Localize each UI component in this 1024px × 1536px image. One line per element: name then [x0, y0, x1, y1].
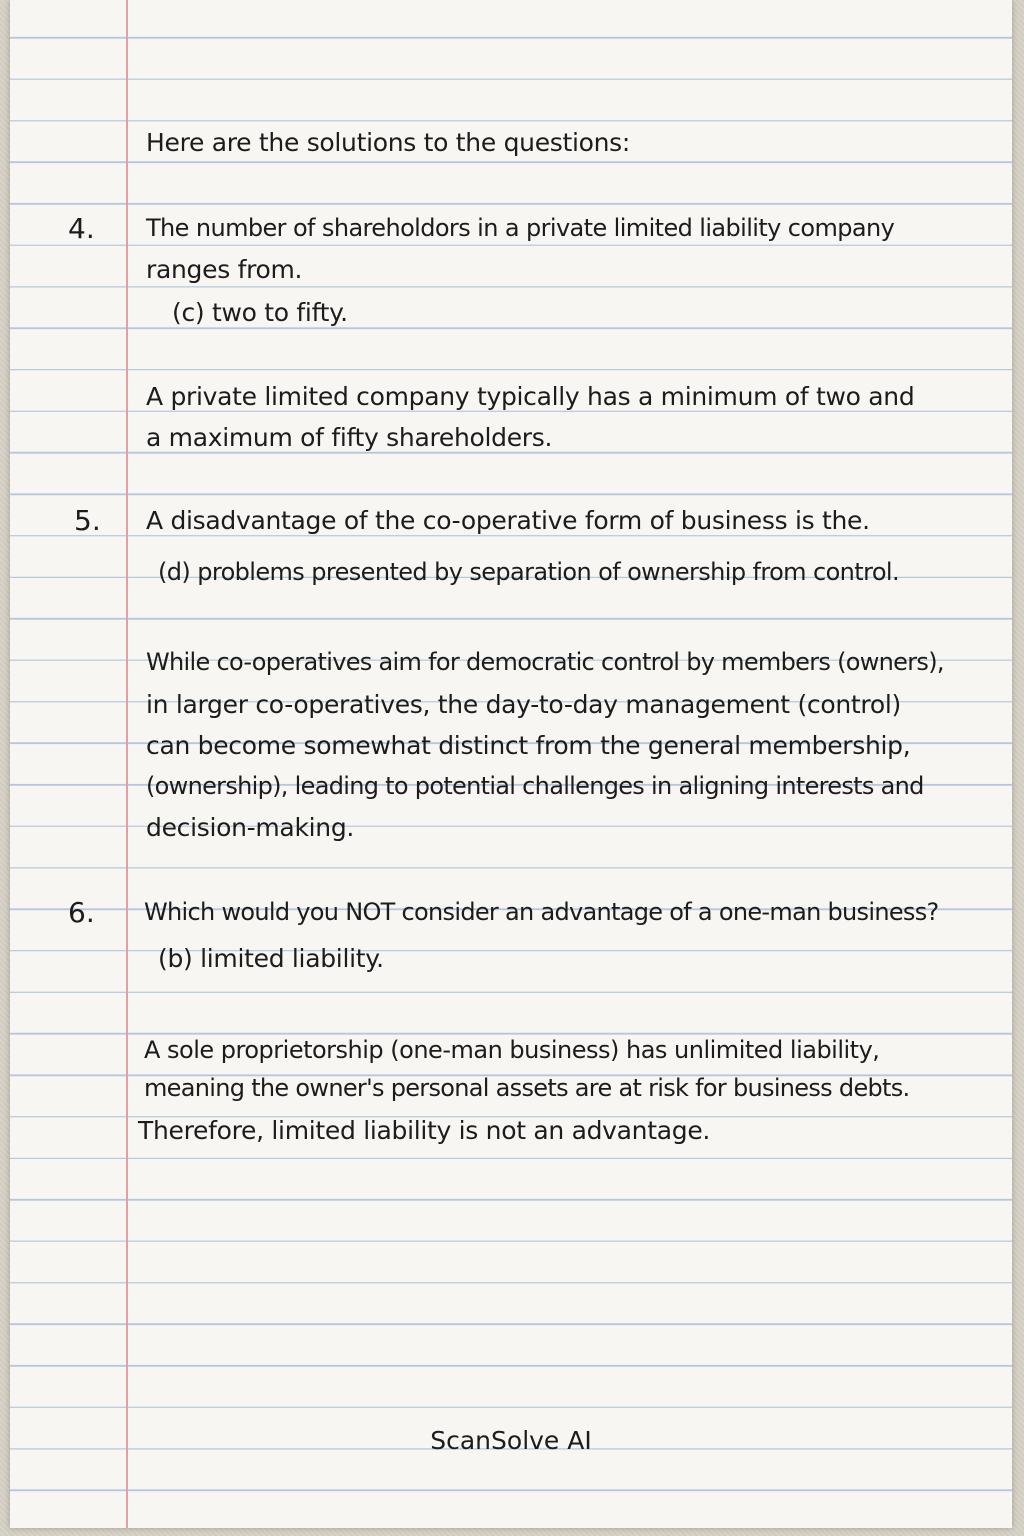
question-4-prompt-line-2: ranges from.	[146, 255, 303, 284]
question-5-prompt-line-1: A disadvantage of the co-operative form of business is the.	[146, 506, 870, 535]
scansolve-brand-footer: ScanSolve AI	[430, 1426, 592, 1455]
question-number-6: 6.	[68, 896, 95, 929]
question-6-answer: (b) limited liability.	[158, 944, 384, 973]
question-6-explanation-line-2: meaning the owner's personal assets are at risk for business debts.	[144, 1074, 910, 1102]
question-4-explanation-line-1: A private limited company typically has a minimum of two and	[146, 382, 915, 411]
question-4-explanation-line-2: a maximum of fifty shareholders.	[146, 423, 553, 452]
question-4-answer: (c) two to fifty.	[172, 298, 348, 327]
question-4-prompt-line-1: The number of shareholdors in a private limited liability company	[146, 214, 895, 242]
lined-paper-sheet	[10, 0, 1012, 1528]
question-5-explanation-line-3: can become somewhat distinct from the general membership,	[146, 731, 911, 760]
margin-line	[126, 0, 128, 1528]
question-6-explanation-line-3: Therefore, limited liability is not an advantage.	[138, 1116, 711, 1145]
intro-text: Here are the solutions to the questions:	[146, 128, 631, 157]
question-5-explanation-line-4: (ownership), leading to potential challenges in aligning interests and	[146, 772, 924, 800]
question-number-4: 4.	[68, 212, 95, 245]
question-5-explanation-line-2: in larger co-operatives, the day-to-day management (control)	[146, 690, 901, 719]
question-5-explanation-line-5: decision-making.	[146, 813, 355, 842]
question-5-answer: (d) problems presented by separation of ownership from control.	[158, 558, 900, 586]
question-5-explanation-line-1: While co-operatives aim for democratic control by members (owners),	[146, 648, 944, 676]
question-number-5: 5.	[74, 504, 101, 537]
question-6-prompt-line-1: Which would you NOT consider an advantage of a one-man business?	[144, 898, 939, 926]
question-6-explanation-line-1: A sole proprietorship (one-man business) has unlimited liability,	[144, 1036, 880, 1064]
